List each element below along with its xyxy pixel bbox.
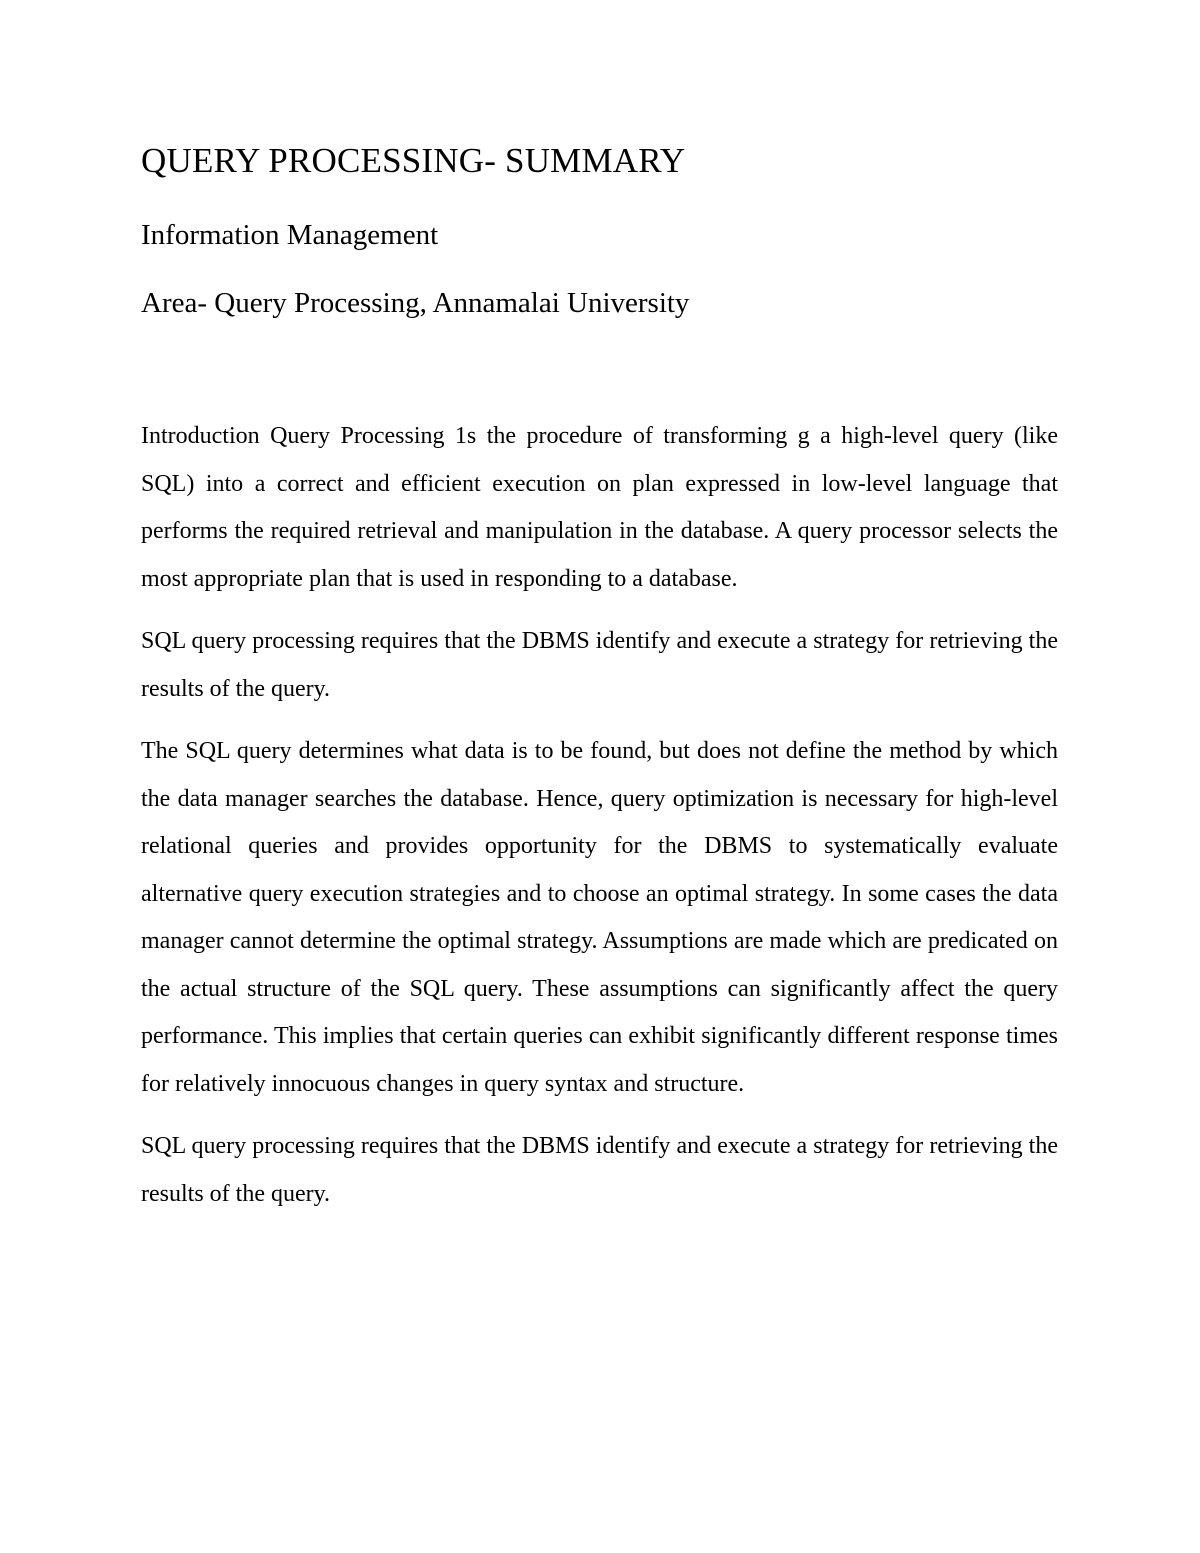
document-subject: Information Management (141, 219, 439, 251)
paragraph-sql-processing-repeat: SQL query processing requires that the DBMS identify and execute a strategy for retrieving the results of the query. (141, 1133, 1058, 1207)
document-body (141, 413, 1058, 1218)
paragraph-query-optimization: The SQL query determines what data is to be found, but does not define the method by which the data manager searches the database. Hence, query optimization is necessary for high-level relational queries and provides opportunity for the DBMS to systematically evaluate alternative query execution strategies and to choose an optimal strategy. In some cases the data manager cannot determine the optimal strategy. Assumptions are made which are predicated on the actual structure of the SQL query. These assumptions can significantly affect the query performance. This implies that certain queries can exhibit significantly different response times for relatively innocuous changes in query syntax and structure. (141, 738, 1058, 1097)
document-area: Area- Query Processing, Annamalai University (141, 287, 690, 319)
paragraph-introduction: Introduction Query Processing 1s the procedure of transforming g a high-level query (like SQL) into a correct and efficient execution on plan expressed in low-level language that performs the required retrieval and manipulation in the database. A query processor selects the most appropriate plan that is used in responding to a database. (141, 423, 1058, 592)
document-title: QUERY PROCESSING- SUMMARY (141, 141, 686, 180)
paragraph-sql-processing: SQL query processing requires that the DBMS identify and execute a strategy for retrieving the results of the query. (141, 628, 1058, 702)
document-content (141, 140, 1058, 1233)
